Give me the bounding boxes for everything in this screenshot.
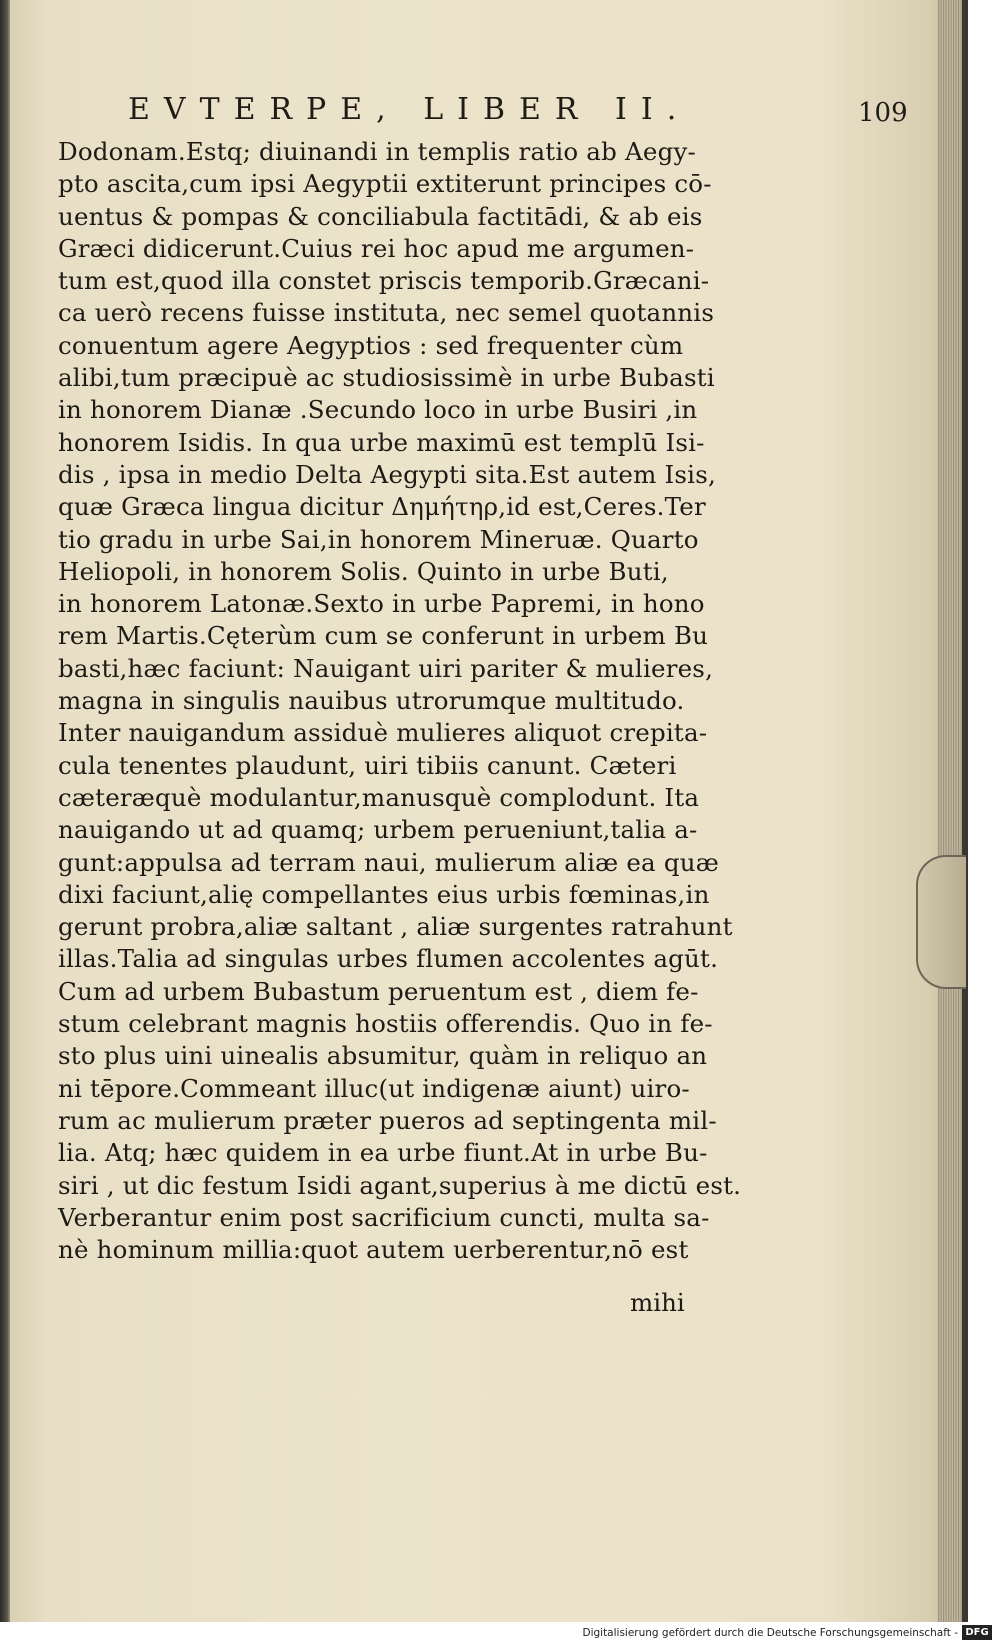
book-page: [10, 0, 968, 1622]
text-line: Verberantur enim post sacrificium cuncti, multa sa-: [58, 1202, 710, 1232]
text-line: Dodonam.Estq; diuinandi in templis ratio ab Aegy-: [58, 137, 696, 166]
text-line: cæteræquè modulantur,manusquè complodunt. Ita: [58, 782, 700, 812]
text-line: Inter nauigandum assiduè mulieres aliquot crepita-: [58, 718, 708, 748]
text-line: rum ac mulierum præter pueros ad septingenta mil-: [58, 1105, 717, 1135]
text-line: quæ Græca lingua dicitur Δημήτηρ,id est,Ceres.Ter: [58, 492, 706, 522]
text-line: ni tēpore.Commeant illuc(ut indigenæ aiunt) uiro-: [58, 1073, 690, 1103]
text-line: Græci didicerunt.Cuius rei hoc apud me argumen-: [58, 233, 695, 263]
text-line: dis , ipsa in medio Delta Aegypti sita.Est autem Isis,: [58, 459, 716, 489]
text-line: tio gradu in urbe Sai,in honorem Mineruæ. Quarto: [58, 524, 699, 554]
text-line: cula tenentes plaudunt, uiri tibiis canunt. Cæteri: [58, 750, 677, 780]
text-line: alibi,tum præcipuè ac studiosissimè in urbe Bubasti: [58, 363, 715, 393]
running-head: EVTERPE, LIBER II.: [128, 92, 691, 127]
text-line: illas.Talia ad singulas urbes flumen accolentes agūt.: [58, 944, 719, 974]
text-line: stum celebrant magnis hostiis offerendis. Quo in fe-: [58, 1009, 713, 1039]
text-line: basti,hæc faciunt: Nauigant uiri pariter & mulieres,: [58, 653, 714, 683]
dfg-logo-icon: DFG: [962, 1625, 992, 1640]
text-line: magna in singulis nauibus utrorumque multitudo.: [58, 686, 685, 716]
text-line: honorem Isidis. In qua urbe maximū est templū Isi-: [58, 427, 705, 457]
text-line: conuentum agere Aegyptios : sed frequenter cùm: [58, 330, 684, 360]
text-line: pto ascita,cum ipsi Aegyptii extiterunt principes cō-: [58, 169, 712, 199]
text-line: ca uerò recens fuisse instituta, nec semel quotannis: [58, 298, 715, 328]
funding-credit: Digitalisierung gefördert durch die Deutsche Forschungsgemeinschaft -: [582, 1627, 958, 1639]
text-line: lia. Atq; hæc quidem in ea urbe fiunt.At in urbe Bu-: [58, 1138, 708, 1168]
text-line: nè hominum millia:quot autem uerberentur,nō est: [58, 1235, 689, 1265]
page-tab-marker: [916, 855, 966, 989]
text-line: dixi faciunt,alię compellantes eius urbis fœminas,in: [58, 879, 710, 909]
text-line: nauigando ut ad quamq; urbem perueniunt,talia a-: [58, 815, 698, 845]
text-line: uentus & pompas & conciliabula factitādi, & ab eis: [58, 201, 703, 231]
text-line: Cum ad urbem Bubastum peruentum est , diem fe-: [58, 976, 699, 1006]
text-line: Heliopoli, in honorem Solis. Quinto in urbe Buti,: [58, 556, 669, 586]
text-line: gunt:appulsa ad terram naui, mulierum aliæ ea quæ: [58, 847, 719, 877]
text-line: rem Martis.Cęterùm cum se conferunt in urbem Bu: [58, 621, 709, 651]
catchword: mihi: [630, 1288, 685, 1317]
folio-number: 109: [858, 98, 908, 128]
text-line: in honorem Dianæ .Secundo loco in urbe Busiri ,in: [58, 395, 698, 425]
text-line: tum est,quod illa constet priscis temporib.Græcani-: [58, 266, 710, 296]
text-line: sto plus uini uinealis absumitur, quàm in reliquo an: [58, 1041, 708, 1071]
text-block: [58, 136, 742, 1266]
text-line: in honorem Latonæ.Sexto in urbe Papremi, in hono: [58, 589, 705, 619]
page-edge-shadow: [962, 0, 968, 1622]
text-line: siri , ut dic festum Isidi agant,superius à me dictū est.: [58, 1170, 742, 1200]
text-line: gerunt probra,aliæ saltant , aliæ surgentes ratrahunt: [58, 912, 733, 942]
